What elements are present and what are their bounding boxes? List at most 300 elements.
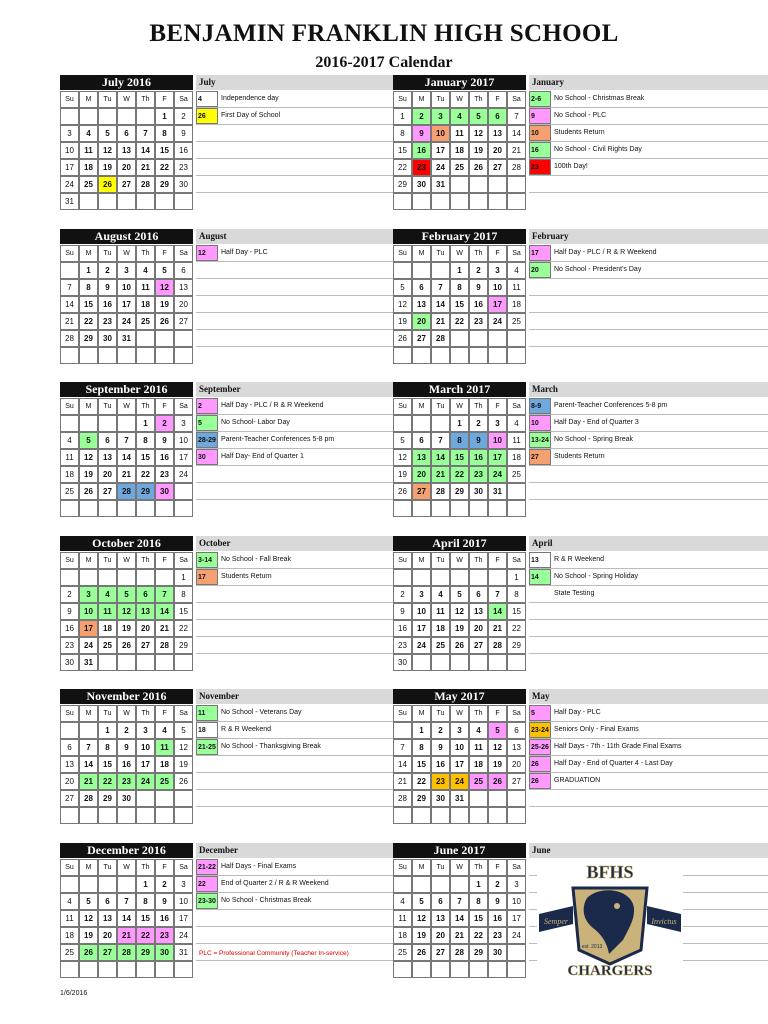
day-cell: 16 <box>174 142 193 159</box>
day-cell <box>450 193 469 210</box>
event-description: No School - Christmas Break <box>221 897 312 904</box>
day-cell: 9 <box>117 739 136 756</box>
day-cell: 25 <box>450 159 469 176</box>
day-cell <box>450 347 469 364</box>
month-title: June 2017 <box>393 843 526 858</box>
day-cell: 27 <box>431 944 450 961</box>
day-cell <box>488 500 507 517</box>
month-title: July 2016 <box>60 75 193 90</box>
event-description: Parent-Teacher Conferences 5-8 pm <box>221 436 335 443</box>
day-cell: 28 <box>136 176 155 193</box>
day-cell <box>117 807 136 824</box>
day-cell: 14 <box>431 296 450 313</box>
day-cell: 9 <box>488 893 507 910</box>
weekday-header: W <box>117 398 136 415</box>
day-cell <box>393 569 412 586</box>
day-cell: 12 <box>98 142 117 159</box>
day-cell <box>98 654 117 671</box>
day-cell: 19 <box>98 159 117 176</box>
day-cell: 18 <box>136 296 155 313</box>
day-cell: 19 <box>469 142 488 159</box>
event-row <box>529 790 768 807</box>
event-row <box>529 552 768 569</box>
day-cell <box>488 790 507 807</box>
day-cell: 14 <box>155 603 174 620</box>
day-cell: 13 <box>507 739 526 756</box>
day-cell: 6 <box>174 262 193 279</box>
weekday-header: W <box>117 859 136 876</box>
weekday-header: W <box>117 245 136 262</box>
day-cell: 9 <box>60 603 79 620</box>
day-cell: 17 <box>488 449 507 466</box>
event-date: 13 <box>529 552 551 568</box>
day-cell: 9 <box>412 125 431 142</box>
day-cell <box>98 807 117 824</box>
day-cell: 7 <box>60 279 79 296</box>
day-cell: 5 <box>155 262 174 279</box>
day-cell: 24 <box>507 927 526 944</box>
events-header: February <box>529 229 768 244</box>
weekday-header: Th <box>469 705 488 722</box>
day-cell: 2 <box>174 108 193 125</box>
weekday-header: Th <box>469 398 488 415</box>
day-cell: 17 <box>450 756 469 773</box>
day-cell <box>488 654 507 671</box>
events-header: September <box>196 382 435 397</box>
events-header: July <box>196 75 435 90</box>
day-cell: 27 <box>98 944 117 961</box>
day-cell: 14 <box>117 910 136 927</box>
day-cell <box>469 807 488 824</box>
day-cell <box>507 807 526 824</box>
day-cell: 8 <box>412 739 431 756</box>
day-cell <box>450 500 469 517</box>
month-title: December 2016 <box>60 843 193 858</box>
day-cell: 5 <box>79 432 98 449</box>
event-description: No School - Civil Rights Day <box>554 146 642 153</box>
weekday-header: Tu <box>98 245 117 262</box>
day-cell: 24 <box>431 159 450 176</box>
weekday-header: Su <box>393 859 412 876</box>
month-calendar <box>60 689 193 803</box>
day-cell: 27 <box>469 637 488 654</box>
weekday-header: Su <box>393 552 412 569</box>
weekday-header: Th <box>136 398 155 415</box>
day-cell: 30 <box>393 654 412 671</box>
day-cell <box>488 807 507 824</box>
day-cell: 15 <box>507 603 526 620</box>
weekday-header: F <box>488 398 507 415</box>
weekday-header: Sa <box>507 705 526 722</box>
day-cell: 28 <box>507 159 526 176</box>
day-cell: 5 <box>469 108 488 125</box>
day-cell: 31 <box>174 944 193 961</box>
day-cell <box>117 193 136 210</box>
weekday-header: M <box>79 398 98 415</box>
day-cell <box>412 193 431 210</box>
event-row <box>529 722 768 739</box>
day-cell <box>431 654 450 671</box>
day-cell: 14 <box>431 449 450 466</box>
events-header: January <box>529 75 768 90</box>
day-cell <box>155 330 174 347</box>
day-cell: 18 <box>393 927 412 944</box>
day-cell: 8 <box>155 125 174 142</box>
weekday-header: Tu <box>431 91 450 108</box>
weekday-header: W <box>450 859 469 876</box>
day-cell: 5 <box>79 893 98 910</box>
day-cell: 23 <box>174 159 193 176</box>
day-cell <box>60 347 79 364</box>
day-cell: 14 <box>79 756 98 773</box>
day-cell: 14 <box>393 756 412 773</box>
day-cell: 16 <box>431 756 450 773</box>
day-cell <box>79 500 98 517</box>
event-row <box>529 637 768 654</box>
weekday-header: M <box>412 91 431 108</box>
event-description: Parent-Teacher Conferences 5-8 pm <box>554 402 668 409</box>
day-cell: 6 <box>98 432 117 449</box>
day-cell <box>469 330 488 347</box>
day-cell: 29 <box>79 330 98 347</box>
day-cell <box>412 347 431 364</box>
weekday-header: Th <box>469 91 488 108</box>
day-cell: 8 <box>136 893 155 910</box>
day-cell: 3 <box>488 262 507 279</box>
event-row <box>529 245 768 262</box>
day-cell: 20 <box>174 296 193 313</box>
day-cell: 25 <box>507 466 526 483</box>
day-cell: 21 <box>117 466 136 483</box>
event-date: 3-14 <box>196 552 218 568</box>
weekday-header: M <box>412 859 431 876</box>
day-cell: 18 <box>507 296 526 313</box>
day-cell: 16 <box>412 142 431 159</box>
day-cell: 12 <box>393 296 412 313</box>
day-cell: 5 <box>393 279 412 296</box>
day-cell: 25 <box>469 773 488 790</box>
day-cell: 27 <box>98 483 117 500</box>
event-row <box>529 176 768 193</box>
day-cell: 1 <box>79 262 98 279</box>
day-cell: 16 <box>469 449 488 466</box>
day-cell <box>393 722 412 739</box>
day-cell: 26 <box>174 773 193 790</box>
weekday-header: W <box>117 552 136 569</box>
event-date: 23-24 <box>529 722 551 738</box>
event-description: Half Day - End of Quarter 3 <box>554 419 639 426</box>
day-cell <box>117 961 136 978</box>
events-header: November <box>196 689 435 704</box>
event-row <box>529 279 768 296</box>
events-header: March <box>529 382 768 397</box>
day-cell: 29 <box>412 790 431 807</box>
day-cell <box>431 193 450 210</box>
day-cell: 10 <box>79 603 98 620</box>
day-cell: 6 <box>488 108 507 125</box>
day-cell <box>488 193 507 210</box>
day-cell: 13 <box>117 142 136 159</box>
school-title: BENJAMIN FRANKLIN HIGH SCHOOL <box>149 20 619 47</box>
event-date: 2 <box>196 398 218 414</box>
day-cell <box>136 961 155 978</box>
day-cell <box>98 569 117 586</box>
day-cell: 1 <box>136 876 155 893</box>
day-cell: 16 <box>60 620 79 637</box>
day-cell: 27 <box>60 790 79 807</box>
event-description: No School - Veterans Day <box>221 709 302 716</box>
event-date: 8-9 <box>529 398 551 414</box>
day-cell: 11 <box>136 279 155 296</box>
event-date: 10 <box>529 125 551 141</box>
day-cell: 9 <box>431 739 450 756</box>
day-cell <box>507 790 526 807</box>
day-cell: 5 <box>117 586 136 603</box>
day-cell <box>412 807 431 824</box>
event-row <box>529 620 768 637</box>
day-cell: 24 <box>488 313 507 330</box>
weekday-header: Sa <box>507 245 526 262</box>
weekday-header: Tu <box>98 552 117 569</box>
day-cell: 30 <box>412 176 431 193</box>
day-cell: 11 <box>507 279 526 296</box>
weekday-header: Sa <box>507 398 526 415</box>
day-cell: 6 <box>469 586 488 603</box>
weekday-header: Th <box>469 859 488 876</box>
day-cell: 19 <box>412 927 431 944</box>
day-cell: 30 <box>155 483 174 500</box>
day-cell: 8 <box>469 893 488 910</box>
day-cell: 17 <box>174 449 193 466</box>
day-cell <box>469 790 488 807</box>
event-row <box>529 296 768 313</box>
day-cell: 15 <box>174 603 193 620</box>
month-calendar <box>60 229 193 343</box>
day-cell: 29 <box>155 176 174 193</box>
day-cell: 5 <box>450 586 469 603</box>
day-cell: 11 <box>98 603 117 620</box>
day-cell <box>136 790 155 807</box>
weekday-header: Tu <box>431 245 450 262</box>
day-cell: 12 <box>174 739 193 756</box>
day-cell: 25 <box>507 313 526 330</box>
day-cell <box>174 807 193 824</box>
day-cell: 17 <box>79 620 98 637</box>
day-cell: 24 <box>412 637 431 654</box>
day-cell: 14 <box>136 142 155 159</box>
event-date: 4 <box>196 91 218 107</box>
day-cell: 1 <box>174 569 193 586</box>
day-cell <box>117 108 136 125</box>
day-cell: 18 <box>469 756 488 773</box>
event-description: Independence day <box>221 95 279 102</box>
footer-date: 1/6/2016 <box>60 990 88 997</box>
day-cell <box>469 569 488 586</box>
day-cell: 5 <box>393 432 412 449</box>
event-row <box>529 398 768 415</box>
weekday-header: Th <box>469 245 488 262</box>
day-cell: 3 <box>507 876 526 893</box>
weekday-header: Tu <box>431 398 450 415</box>
day-cell: 23 <box>431 773 450 790</box>
day-cell: 8 <box>136 432 155 449</box>
day-cell: 4 <box>60 893 79 910</box>
day-cell: 4 <box>507 415 526 432</box>
day-cell <box>393 193 412 210</box>
day-cell: 1 <box>98 722 117 739</box>
event-description: No School - Christmas Break <box>554 95 645 102</box>
day-cell: 28 <box>450 944 469 961</box>
day-cell: 21 <box>450 927 469 944</box>
event-date: 5 <box>529 705 551 721</box>
day-cell <box>412 961 431 978</box>
day-cell: 8 <box>450 279 469 296</box>
day-cell <box>98 876 117 893</box>
day-cell: 8 <box>98 739 117 756</box>
day-cell: 22 <box>450 466 469 483</box>
weekday-header: M <box>412 705 431 722</box>
day-cell <box>155 569 174 586</box>
day-cell: 26 <box>98 176 117 193</box>
day-cell <box>98 347 117 364</box>
day-cell <box>98 108 117 125</box>
event-row <box>529 449 768 466</box>
day-cell <box>469 654 488 671</box>
day-cell: 10 <box>488 432 507 449</box>
event-description: Half Days - 7th - 11th Grade Final Exams <box>554 743 682 750</box>
day-cell: 25 <box>98 637 117 654</box>
day-cell <box>431 262 450 279</box>
event-date: 18 <box>196 722 218 738</box>
event-date: 14 <box>529 569 551 585</box>
weekday-header: F <box>155 552 174 569</box>
day-cell <box>412 654 431 671</box>
day-cell <box>60 722 79 739</box>
event-date: 22 <box>196 876 218 892</box>
chargers-logo <box>537 858 683 978</box>
day-cell <box>60 262 79 279</box>
weekday-header: Su <box>393 705 412 722</box>
event-description: No School - Thanksgiving Break <box>221 743 321 750</box>
day-cell: 11 <box>469 739 488 756</box>
day-cell: 28 <box>393 790 412 807</box>
day-cell: 22 <box>136 466 155 483</box>
day-cell: 1 <box>450 415 469 432</box>
weekday-header: Sa <box>174 705 193 722</box>
day-cell: 3 <box>136 722 155 739</box>
day-cell: 18 <box>155 756 174 773</box>
day-cell: 24 <box>60 176 79 193</box>
day-cell: 13 <box>412 449 431 466</box>
day-cell <box>60 807 79 824</box>
day-cell: 29 <box>174 637 193 654</box>
day-cell <box>431 961 450 978</box>
day-cell: 10 <box>136 739 155 756</box>
day-cell: 21 <box>393 773 412 790</box>
day-cell <box>393 876 412 893</box>
weekday-header: Sa <box>174 552 193 569</box>
day-cell: 25 <box>155 773 174 790</box>
weekday-header: M <box>79 245 98 262</box>
event-description: Half Day- End of Quarter 1 <box>221 453 304 460</box>
day-cell: 15 <box>136 910 155 927</box>
day-cell: 28 <box>60 330 79 347</box>
weekday-header: W <box>117 705 136 722</box>
event-description: No School - PLC <box>554 112 607 119</box>
day-cell <box>174 347 193 364</box>
day-cell: 24 <box>136 773 155 790</box>
day-cell: 17 <box>117 296 136 313</box>
day-cell: 11 <box>60 910 79 927</box>
day-cell: 8 <box>79 279 98 296</box>
day-cell <box>174 483 193 500</box>
weekday-header: Sa <box>174 91 193 108</box>
event-description: 100th Day! <box>554 163 588 170</box>
day-cell <box>79 961 98 978</box>
day-cell: 3 <box>79 586 98 603</box>
event-description: Students Return <box>554 129 605 136</box>
day-cell: 5 <box>488 722 507 739</box>
day-cell: 9 <box>393 603 412 620</box>
event-row <box>529 603 768 620</box>
weekday-header: W <box>450 245 469 262</box>
day-cell <box>155 347 174 364</box>
day-cell: 11 <box>507 432 526 449</box>
event-description: R & R Weekend <box>554 556 605 563</box>
day-cell: 3 <box>174 876 193 893</box>
weekday-header: M <box>79 859 98 876</box>
day-cell: 11 <box>450 125 469 142</box>
day-cell <box>117 654 136 671</box>
day-cell <box>136 569 155 586</box>
day-cell: 13 <box>98 910 117 927</box>
event-description: No School - Spring Break <box>554 436 633 443</box>
day-cell: 16 <box>469 296 488 313</box>
day-cell: 27 <box>174 313 193 330</box>
month-calendar <box>393 689 526 803</box>
day-cell <box>60 108 79 125</box>
day-cell: 28 <box>155 637 174 654</box>
event-row <box>529 262 768 279</box>
day-cell: 17 <box>488 296 507 313</box>
day-cell: 30 <box>60 654 79 671</box>
weekday-header: Th <box>469 552 488 569</box>
day-cell: 13 <box>412 296 431 313</box>
day-cell: 21 <box>431 313 450 330</box>
day-cell <box>431 415 450 432</box>
day-cell <box>79 193 98 210</box>
day-cell <box>393 961 412 978</box>
day-cell: 24 <box>117 313 136 330</box>
day-cell: 4 <box>60 432 79 449</box>
event-description: GRADUATION <box>554 777 601 784</box>
day-cell: 10 <box>117 279 136 296</box>
day-cell: 19 <box>174 756 193 773</box>
day-cell: 27 <box>412 483 431 500</box>
day-cell: 13 <box>136 603 155 620</box>
day-cell: 6 <box>431 893 450 910</box>
day-cell <box>507 944 526 961</box>
day-cell: 20 <box>412 313 431 330</box>
day-cell <box>431 347 450 364</box>
weekday-header: W <box>450 91 469 108</box>
day-cell: 28 <box>431 330 450 347</box>
events-header: August <box>196 229 435 244</box>
day-cell: 7 <box>450 893 469 910</box>
day-cell: 17 <box>136 756 155 773</box>
day-cell: 9 <box>469 432 488 449</box>
day-cell: 31 <box>60 193 79 210</box>
